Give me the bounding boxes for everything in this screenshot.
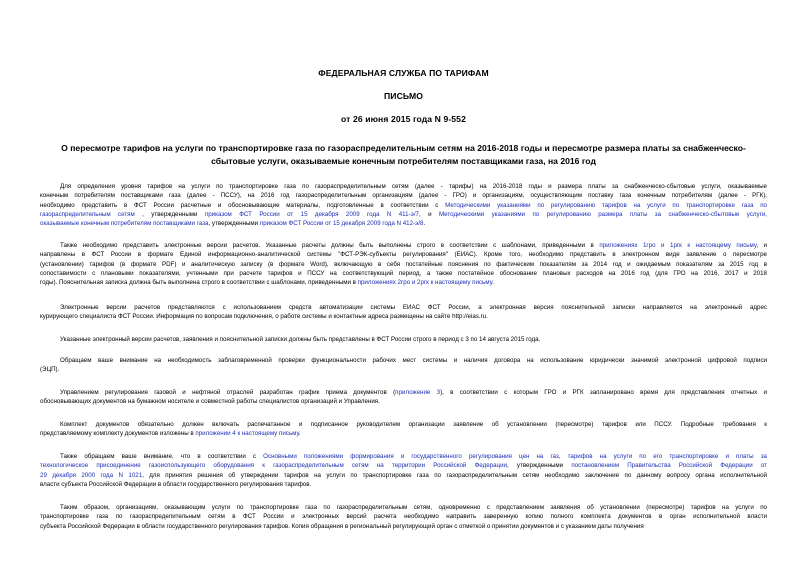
document-link[interactable]: Методическими указаниями по регулированию размера платы за снабженческо-сбытовые услуги, <box>438 210 767 218</box>
paragraph-text: , утвержденными <box>134 210 205 218</box>
paragraph-line <box>40 512 767 521</box>
paragraph-line <box>40 397 767 406</box>
paragraph-line <box>40 182 767 191</box>
paragraph-line <box>40 471 767 480</box>
document-title <box>38 142 769 167</box>
document-link[interactable]: технологическое присоединение газоиспользующего оборудования к газораспределительным сетям на территории Российской Федерации <box>40 462 507 470</box>
paragraph <box>40 452 767 489</box>
paragraph-line <box>40 241 767 250</box>
date-number-heading: от 26 июня 2015 года N 9-552 <box>341 114 466 124</box>
paragraph-text: транспортировке газа по газораспределительным сетям в ФСТ России и электронных версий расчета необходимо направить заверенную копию полного комплекта документов в орган исполнительной власти <box>40 513 767 521</box>
doc-type-heading: ПИСЬМО <box>384 91 423 101</box>
paragraph-text: сопоставимости с плановыми показателями, учтенными при расчете тарифов и ПССУ на соответствующий период, а также постатейное обоснование плановых расходов на 2016 год (для ГРО на 2016, 2017 и 2018 <box>40 269 767 277</box>
paragraph-line <box>40 201 767 210</box>
paragraph-text: Комплект документов обязательно должен включать распечатанное и подписанное руководителем организации заявление об установлении (пересмотре) тарифов или ПССУ. Подробные требования к <box>60 421 767 428</box>
paragraph <box>40 335 767 344</box>
paragraph-text: представляемому комплекту документов изложены в <box>40 430 196 438</box>
paragraph-text: . <box>298 430 301 438</box>
paragraph-text: , и <box>419 210 439 218</box>
paragraph-text: . <box>423 220 426 228</box>
paragraph-line <box>40 260 767 269</box>
paragraph-text: Указанные электронный версии расчетов, заявления и пояснительной записки должны быть представлены в ФСТ России строго в период с 3 по 14 августа 2015 года. <box>60 336 541 343</box>
paragraph-text: , и <box>756 242 767 249</box>
paragraph-text: Электронные версии расчетов представляются с использованием средств автоматизации системы ЕИАС ФСТ России, а электронная версия пояснительной записки направляется на электронный адрес <box>60 304 767 311</box>
paragraph-line <box>40 335 767 344</box>
paragraph-text: Для определения уровня тарифов на услуги по транспортировке газа по газораспределительным сетям (далее - тарифы) на 2016-2018 годы и размера платы за снабженческо-сбытовые услуги, оказываемые <box>60 183 767 190</box>
document-link[interactable]: приказом ФСТ России от 15 декабря 2009 года N 412-э/8 <box>259 220 424 228</box>
paragraph-text: (ЭЦП). <box>40 366 60 374</box>
paragraph-line <box>40 388 767 397</box>
document-link[interactable]: приложениях 1гро и 1ргк к настоящему письму <box>599 242 757 249</box>
paragraph <box>40 182 767 228</box>
paragraph-text: (установлении) тарифов (в формате PDF) и аналитическую записку (в формате Word), включающую в себя постатейные пояснения по фактическим показателям за 2014 год и ожидаемым показателям за 2015 год в <box>40 260 767 268</box>
paragraph-text: годы). Пояснительная записка должна быть выполнена строго в соответствии с шаблонами, приведенными в <box>40 279 358 287</box>
document-link[interactable]: оказываемые конечным потребителям поставщиками газа <box>40 220 209 228</box>
document-link[interactable]: приказом ФСТ России от 15 декабря 2009 года N 411-э/7 <box>204 210 419 218</box>
document-link[interactable]: 29 декабря 2000 года N 1021 <box>40 471 143 479</box>
paragraph <box>40 388 767 407</box>
paragraph-text: , утвержденными <box>208 220 260 228</box>
paragraph-line <box>40 503 767 512</box>
paragraph-line <box>40 269 767 278</box>
paragraph <box>40 420 767 439</box>
document-title-line: сбытовые услуги, оказываемые конечным потребителям поставщиками газа, на 2016 год <box>211 155 596 166</box>
document-link[interactable]: приложение 3 <box>395 389 441 396</box>
paragraph-text: ), в соответствии с которым ГРО и РГК запланировано время для представления отчетных и <box>440 389 767 396</box>
paragraph-line <box>40 429 767 438</box>
paragraph <box>40 303 767 322</box>
paragraph-text: необходимо представить в ФСТ России расчетные и обосновывающие материалы, подготовленные в соответствии с <box>40 201 446 209</box>
document-link[interactable]: Основными положениями формирования и государственного регулирования цен на газ, тарифов на услуги по его транспортировке и платы за <box>263 453 767 460</box>
paragraph-text: Таким образом, организациям, оказывающим услуги по транспортировке газа по газораспределительным сетям, одновременно с представлением заявления об установлении (пересмотре) тарифов на услуги по <box>60 504 767 511</box>
paragraph-line <box>40 420 767 429</box>
document-link[interactable]: постановлением Правительства Российской Федерации от <box>571 462 767 470</box>
document-link[interactable]: приложении 4 к настоящему письму <box>195 430 299 438</box>
document-link[interactable]: приложениях 2гро и 2ргк к настоящему письму <box>357 279 493 287</box>
document-link[interactable]: газораспределительным сетям <box>40 210 135 218</box>
paragraph-line <box>40 191 767 200</box>
paragraph-text: Также необходимо представить электронные версии расчетов. Указанные расчеты должны быть выполнены строго в соответствии с шаблонами, приведенными в <box>60 242 600 249</box>
paragraph-line <box>40 356 767 365</box>
paragraph-line <box>40 278 767 287</box>
paragraph-line <box>40 522 767 531</box>
paragraph-text: . <box>492 279 494 287</box>
paragraph <box>40 356 767 375</box>
paragraph <box>40 503 767 531</box>
paragraph-text: Также обращаем ваше внимание, что в соответствии с <box>60 453 264 460</box>
paragraph-text: направлены в ФСТ России в формате Единой информационно-аналитической системы "ФСТ-РЭК-субъекты регулирования" (ЕИАС). Кроме того, необходимо представить в электронном виде заявление о пересмотре <box>40 251 767 259</box>
paragraph-line <box>40 452 767 461</box>
paragraph <box>40 241 767 287</box>
paragraph-text: курирующего специалиста ФСТ России. Информация по вопросам подключения, о работе системы и контактные адреса размещены на сайте http://eias.ru. <box>40 313 488 321</box>
paragraph-line <box>40 312 767 321</box>
document-link[interactable]: Методическими указаниями по регулированию тарифов на услуги по транспортировке газа по <box>445 201 767 209</box>
paragraph-text: , утвержденными <box>507 462 572 470</box>
paragraph-line <box>40 210 767 219</box>
paragraph-line <box>40 365 767 374</box>
paragraph-line <box>40 219 767 228</box>
document-title-line: О пересмотре тарифов на услуги по транспортировке газа по газораспределительным сетям на 2016-2018 годы и пересмотре размера платы за снабженческо- <box>61 143 746 153</box>
paragraph-text: , для принятия решения об утверждении тарифов на услуги по транспортировке газа по газораспределительным сетям необходимо заключение по данному вопросу органа исполнительной <box>142 471 767 479</box>
paragraph-text: власти субъекта Российской Федерации в области государственного регулирования тарифов. <box>40 480 312 488</box>
paragraph-text: Обращаем ваше внимание на необходимость заблаговременной проверки функциональности рабочих мест системы и наличия договора на использование юридически значимой электронной цифровой подписи <box>60 357 767 364</box>
paragraph-line <box>40 303 767 312</box>
paragraph-text: обосновывающих документов на бумажном носителе и совместной работы специалистов организаций и Управления. <box>40 398 380 406</box>
paragraph-line <box>40 461 767 470</box>
paragraph-text: конечным потребителям поставщиками газа (далее - ПССУ), на 2016 год газораспределительным организациям (далее - ГРО) и организациям, осуществляющим поставку газа конечным потребителям (далее - РГК), <box>40 192 767 200</box>
paragraph-line <box>40 480 767 489</box>
paragraph-line <box>40 250 767 259</box>
paragraph-text: субъекта Российской Федерации в области государственного регулирования тарифов. Копия обращения в региональный регулирующий орган с отметкой о принятии документов и с указанием даты получения <box>40 522 644 530</box>
agency-heading: ФЕДЕРАЛЬНАЯ СЛУЖБА ПО ТАРИФАМ <box>318 68 489 78</box>
paragraph-text: Управлением регулирования газовой и нефтяной отраслей разработан график приема документов ( <box>60 389 396 396</box>
